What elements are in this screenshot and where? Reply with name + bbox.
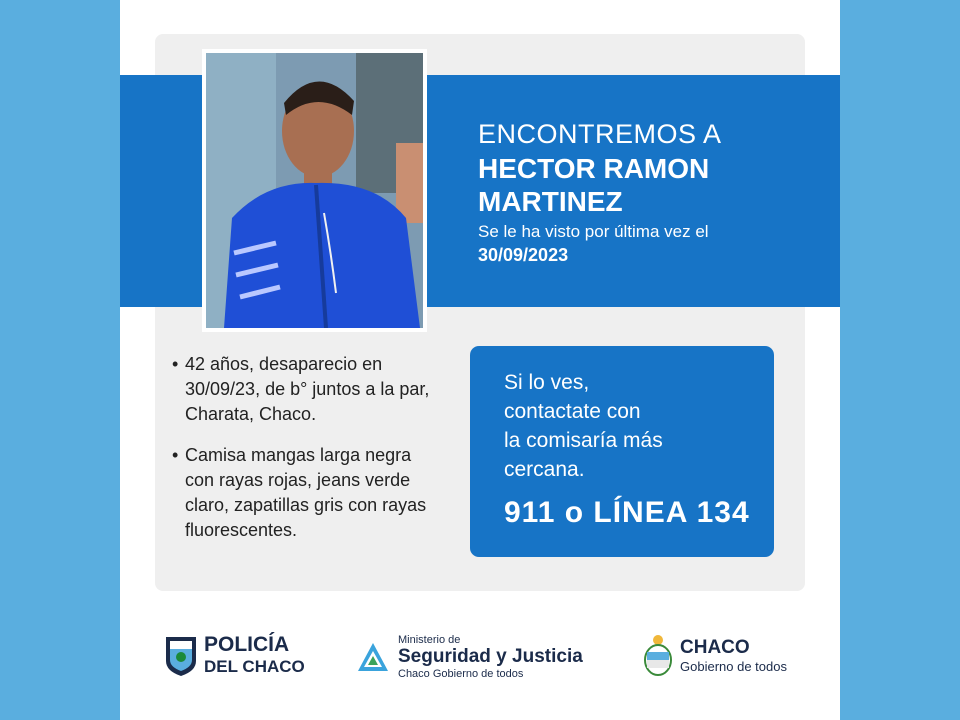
contact-message: Si lo ves, contactate con la comisaría más cercana. [504, 371, 663, 481]
headline-intro: ENCONTREMOS A [478, 119, 722, 149]
bullet-icon: • [172, 445, 179, 465]
ministerio-line2: Seguridad y Justicia [398, 646, 583, 667]
footer-logos [120, 622, 840, 692]
policia-line2: DEL CHACO [204, 657, 305, 676]
emergency-numbers[interactable]: 911 o LÍNEA 134 [504, 496, 750, 529]
ministerio-logo [356, 634, 583, 680]
missing-person-name: HECTOR RAMON MARTINEZ [478, 153, 710, 217]
policia-logo [164, 634, 305, 678]
headline-block [478, 118, 778, 267]
police-shield-icon [164, 635, 198, 677]
detail-text: Camisa mangas larga negra con rayas rojas, jeans verde claro, zapatillas gris con rayas fluorescentes. [185, 445, 427, 540]
detail-text: 42 años, desaparecio en 30/09/23, de b° juntos a la par, Charata, Chaco. [185, 354, 430, 424]
missing-person-photo [206, 53, 423, 328]
chaco-seal-icon [642, 632, 674, 678]
policia-line1: POLICÍA [204, 633, 290, 656]
last-seen-label: Se le ha visto por última vez el [478, 222, 709, 241]
details-list [172, 352, 472, 559]
triangle-logo-icon [356, 641, 390, 673]
chaco-logo [642, 632, 787, 678]
detail-item [172, 352, 472, 427]
contact-box [470, 346, 774, 557]
ministerio-line3: Chaco Gobierno de todos [398, 668, 524, 680]
bullet-icon: • [172, 354, 179, 374]
person-photo-illustration [206, 53, 423, 328]
missing-person-photo-frame [202, 49, 427, 332]
ministerio-line1: Ministerio de [398, 634, 461, 646]
detail-item [172, 443, 472, 543]
last-seen-date: 30/09/2023 [478, 245, 569, 265]
chaco-line1: CHACO [680, 636, 750, 658]
chaco-line2: Gobierno de todos [680, 658, 787, 674]
